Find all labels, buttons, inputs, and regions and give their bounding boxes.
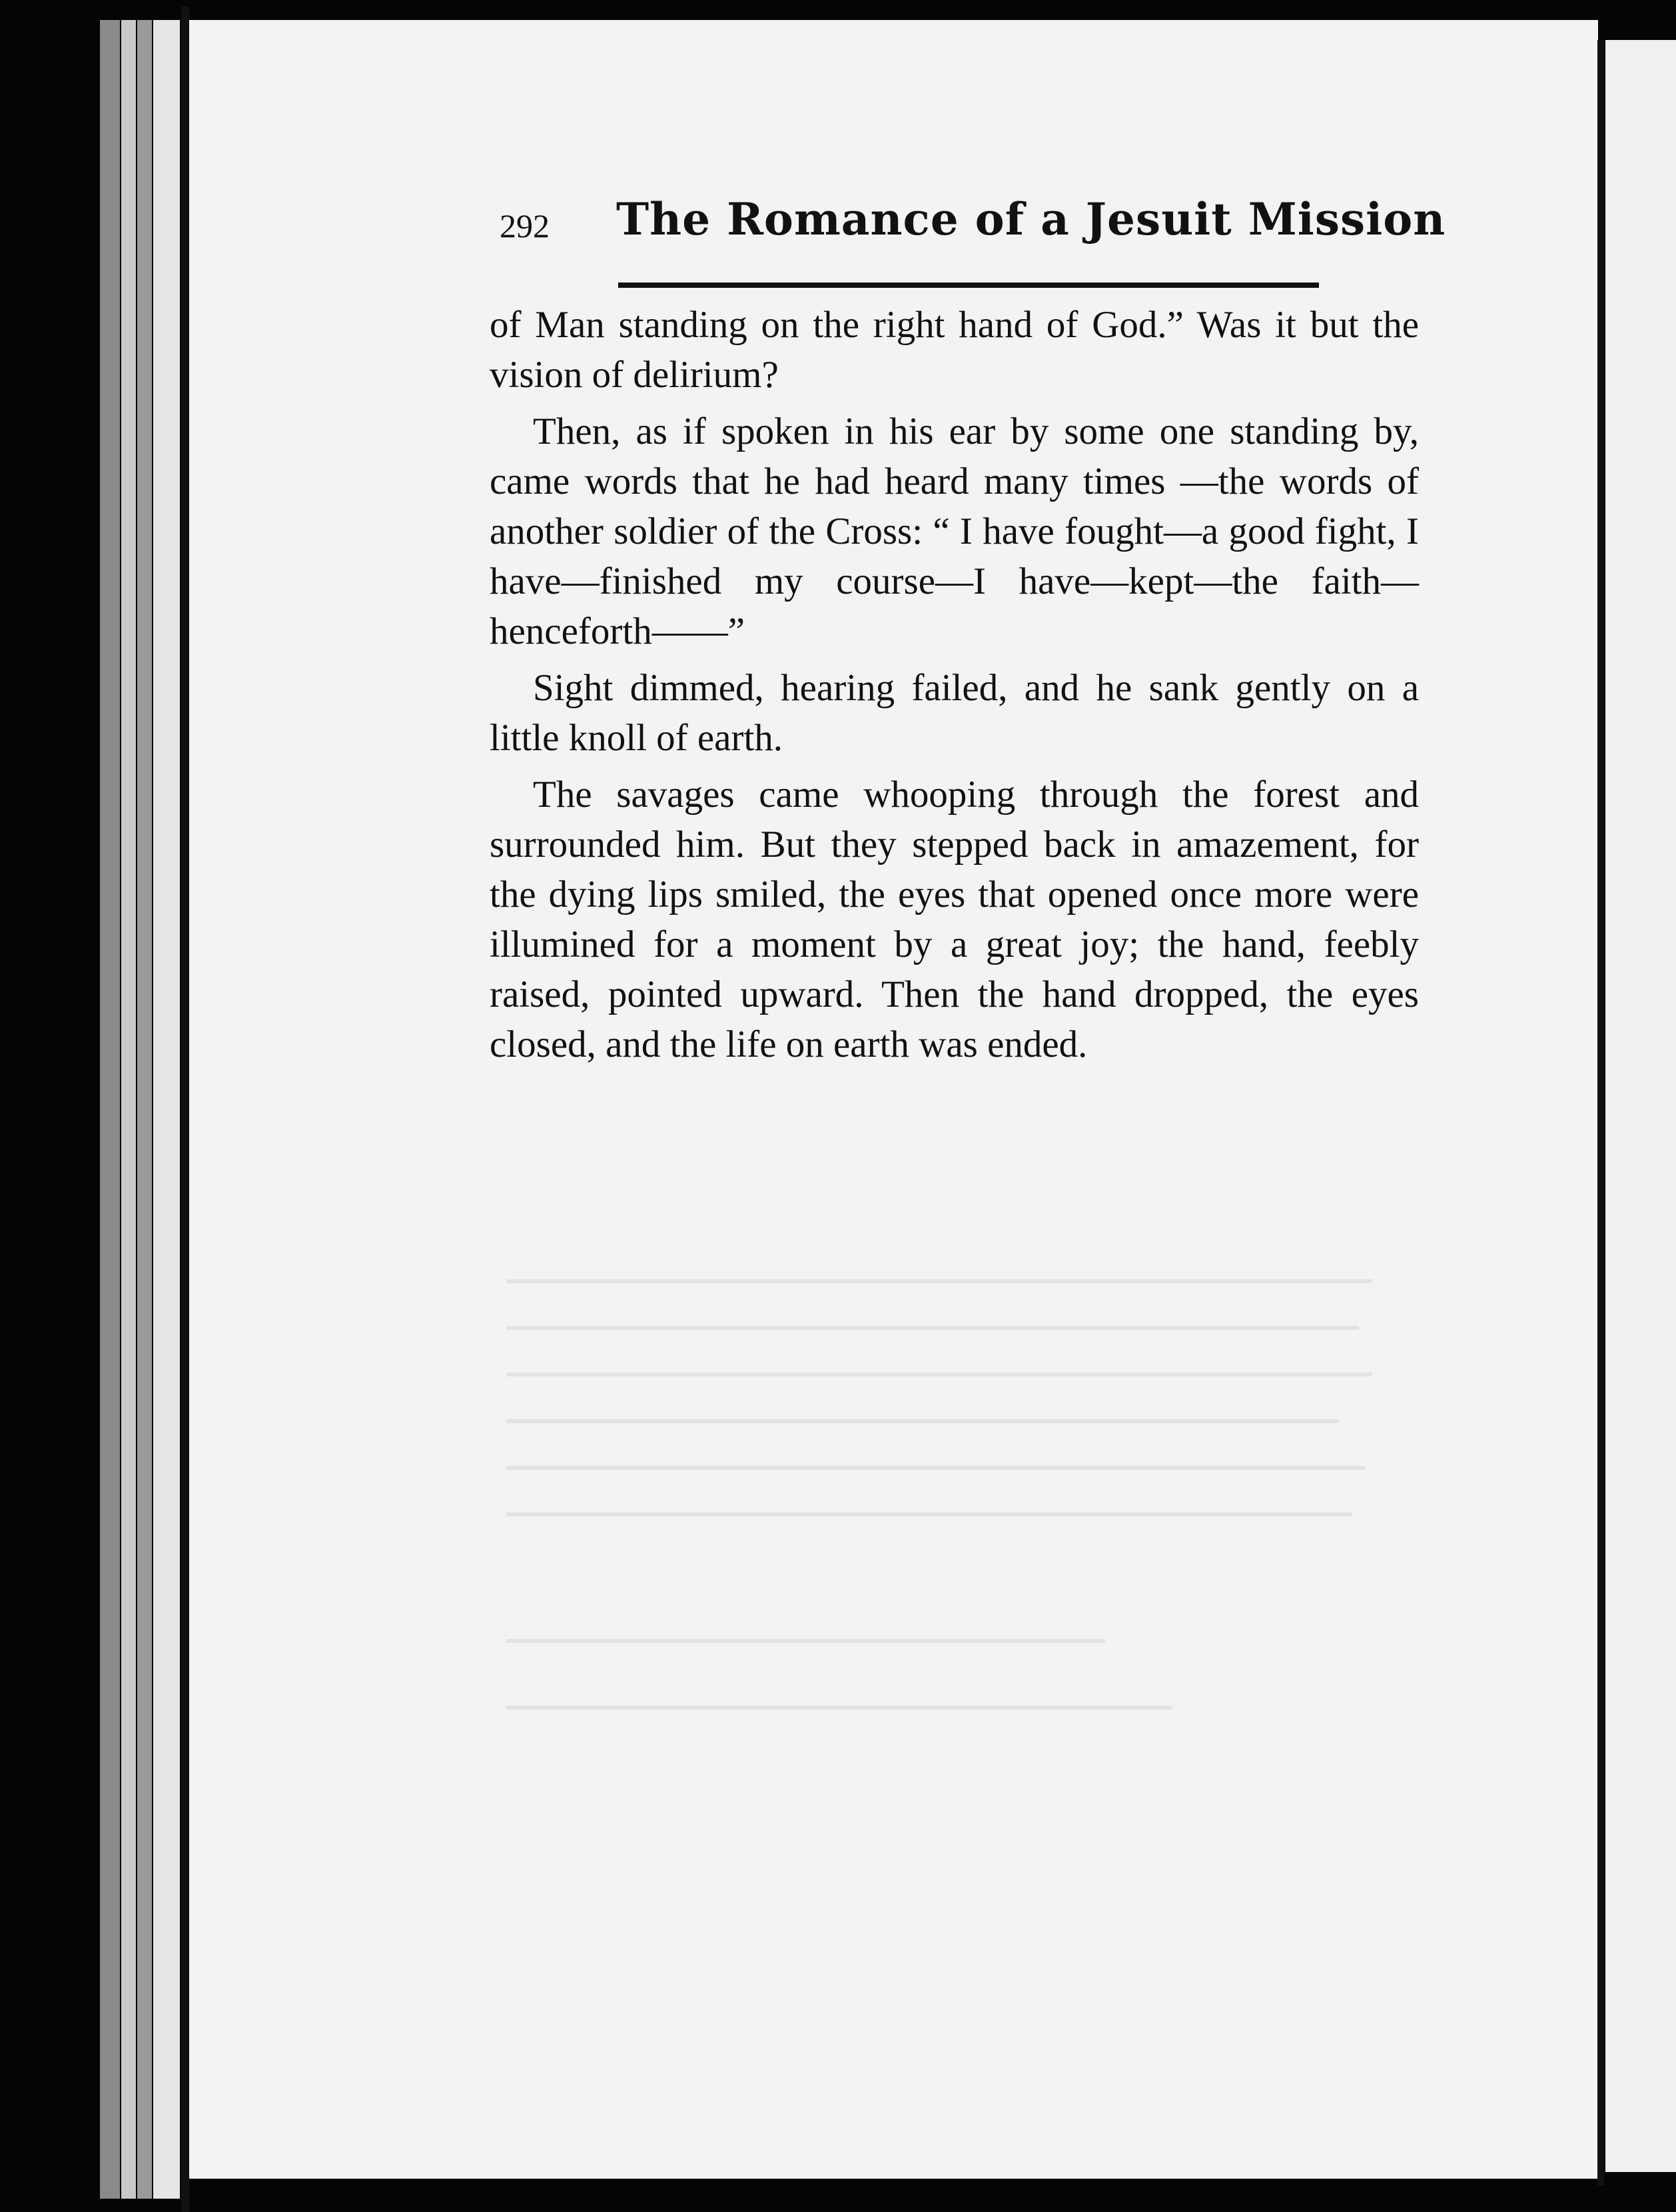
paragraph: The savages came whooping through the forest and surrounded him. But they stepped back in amazement, for the dying lips smiled, the eyes that opened once more were illumined for a moment by a great joy; the hand, feebly raised, pointed upward. Then the hand dropped, the eyes closed, and the life on earth was ended. bbox=[490, 774, 1419, 1065]
paragraph: of Man standing on the right hand of God.” Was it but the vision of delirium? bbox=[490, 304, 1419, 396]
book-title: The Romance of a Jesuit Mission bbox=[616, 193, 1446, 245]
page-number: 292 bbox=[500, 207, 550, 245]
bleed-through bbox=[506, 1373, 1372, 1377]
page-edge bbox=[121, 20, 136, 2199]
bleed-through bbox=[506, 1639, 1106, 1643]
bleed-through bbox=[506, 1512, 1352, 1516]
body-text bbox=[490, 300, 1419, 1069]
bleed-through bbox=[506, 1466, 1366, 1470]
bleed-through bbox=[506, 1706, 1172, 1710]
page-edge bbox=[100, 20, 120, 2199]
facing-page-strip bbox=[1605, 40, 1676, 2172]
page-edge bbox=[137, 20, 152, 2199]
gutter-line bbox=[1597, 40, 1604, 2185]
paragraph: Then, as if spoken in his ear by some one standing by, came words that he had heard many times —the words of another soldier of the Cross: “ I have fought—a good fight, I have—finished my course—I have—kept—the faith—henceforth——” bbox=[490, 410, 1419, 652]
page-edge bbox=[181, 7, 189, 2212]
bleed-through bbox=[506, 1279, 1372, 1283]
page-edge bbox=[153, 20, 180, 2199]
bleed-through bbox=[506, 1326, 1359, 1330]
header-rule bbox=[618, 282, 1319, 288]
bleed-through bbox=[506, 1419, 1339, 1423]
running-header bbox=[500, 193, 1446, 273]
paragraph: Sight dimmed, hearing failed, and he sank gently on a little knoll of earth. bbox=[490, 667, 1419, 759]
